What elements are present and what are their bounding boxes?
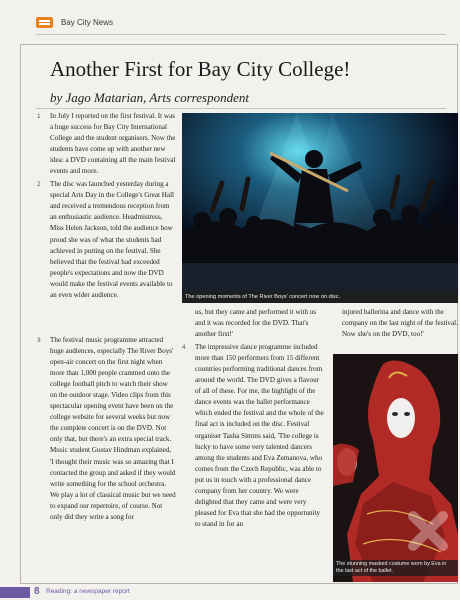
paragraph-continued: [195, 307, 325, 340]
top-rule: [36, 34, 446, 35]
paragraph-number: 3: [37, 337, 41, 344]
paragraph-text: In July I reported on the first festival. It was a huge success for Bay City International College and the student organisers. Now the students have come up with another new idea: a DVD containing all the main festival events and more.: [50, 112, 176, 176]
article-byline: by Jago Matarian, Arts correspondent: [50, 90, 249, 105]
paragraph: [182, 342, 325, 530]
paragraph-continued: [342, 307, 458, 340]
paragraph-text: The disc was launched yesterday during a special Arts Day in the College's Great Hall and received a tremendous reception from an enthusiastic audience. Headmistress, Miss Helen Jackson, told the audience how proud she was of what the students had achieved in putting on the festival. She believed that the festival had exceeded people's expectations and now the DVD would make the festival events available to an even wider audience.: [50, 180, 175, 299]
paragraph-text: The festival music programme attracted huge audiences, especially The River Boys' open-air concert on the first night when more than 1,000 people crammed onto the college football pitch to watch their show on the outdoor stage. Video clips from this spectacular opening event have been on the college website for several weeks but now the complete concert is on the DVD. Not only that, but there's an extra special track. Music student Gustav Hindman explained, 'I thought their music was so amazing that I contacted the group and asked if they would write something for the school orchestra. We play a lot of classical music but we need to expand our repertoire, of course. Not only did they write a song for: [50, 336, 176, 521]
page-footer: [0, 584, 460, 600]
masthead-label: Bay City News: [61, 17, 114, 27]
paragraph-number: 4: [182, 344, 186, 352]
concert-photo: [182, 113, 458, 303]
footer-accent-bar: [0, 587, 30, 598]
column-middle: [182, 307, 325, 530]
concert-photo-caption: The opening moments of The River Boys' concert now on disc.: [182, 291, 458, 303]
section-label: Reading: a newspaper report: [46, 588, 130, 595]
paragraph-number: 2: [37, 181, 41, 189]
page-number: 8: [34, 586, 40, 597]
paragraph-text: injured ballerina and dance with the company on the last night of the festival. Now she's on the DVD, too!': [342, 308, 458, 339]
masked-costume-photo: [333, 354, 458, 582]
news-icon: [36, 17, 53, 28]
paragraph-text: The impressive dance programme included more than 150 performers from 15 different countries performing traditional dances from around the world. The DVD gives a flavour of all of these. For me, the highlight of the dance events was the ballet performance which ended the festival and the whole of the final act is included on the disc. Festival organiser Tasha Simms said, 'The college is lucky to have some very talented dancers among the students and Eva Zemanova, who comes from the Czech Republic, was able to put us in touch with a professional dance company from her country. We were delighted that they came and were very pleased for Eva that she had the opportunity to stand in for an: [195, 343, 324, 528]
masthead: [36, 12, 113, 32]
paragraph: [37, 179, 176, 301]
paragraph-text: us, but they came and performed it with us and it was recorded for the DVD. That's another first!': [195, 308, 317, 339]
paragraph: [37, 335, 176, 523]
column-left-top: [37, 111, 176, 301]
paragraph: [37, 111, 176, 177]
byline-rule: [36, 108, 446, 109]
article-headline: Another First for Bay City College!: [50, 57, 351, 81]
concert-illustration: [182, 113, 458, 303]
column-right: [342, 307, 458, 340]
column-left-bottom: [37, 335, 176, 523]
masked-costume-illustration: [333, 354, 458, 582]
paragraph-number: 1: [37, 113, 41, 120]
masked-costume-caption: The stunning masked costume worn by Eva in the last act of the ballet.: [333, 560, 458, 576]
